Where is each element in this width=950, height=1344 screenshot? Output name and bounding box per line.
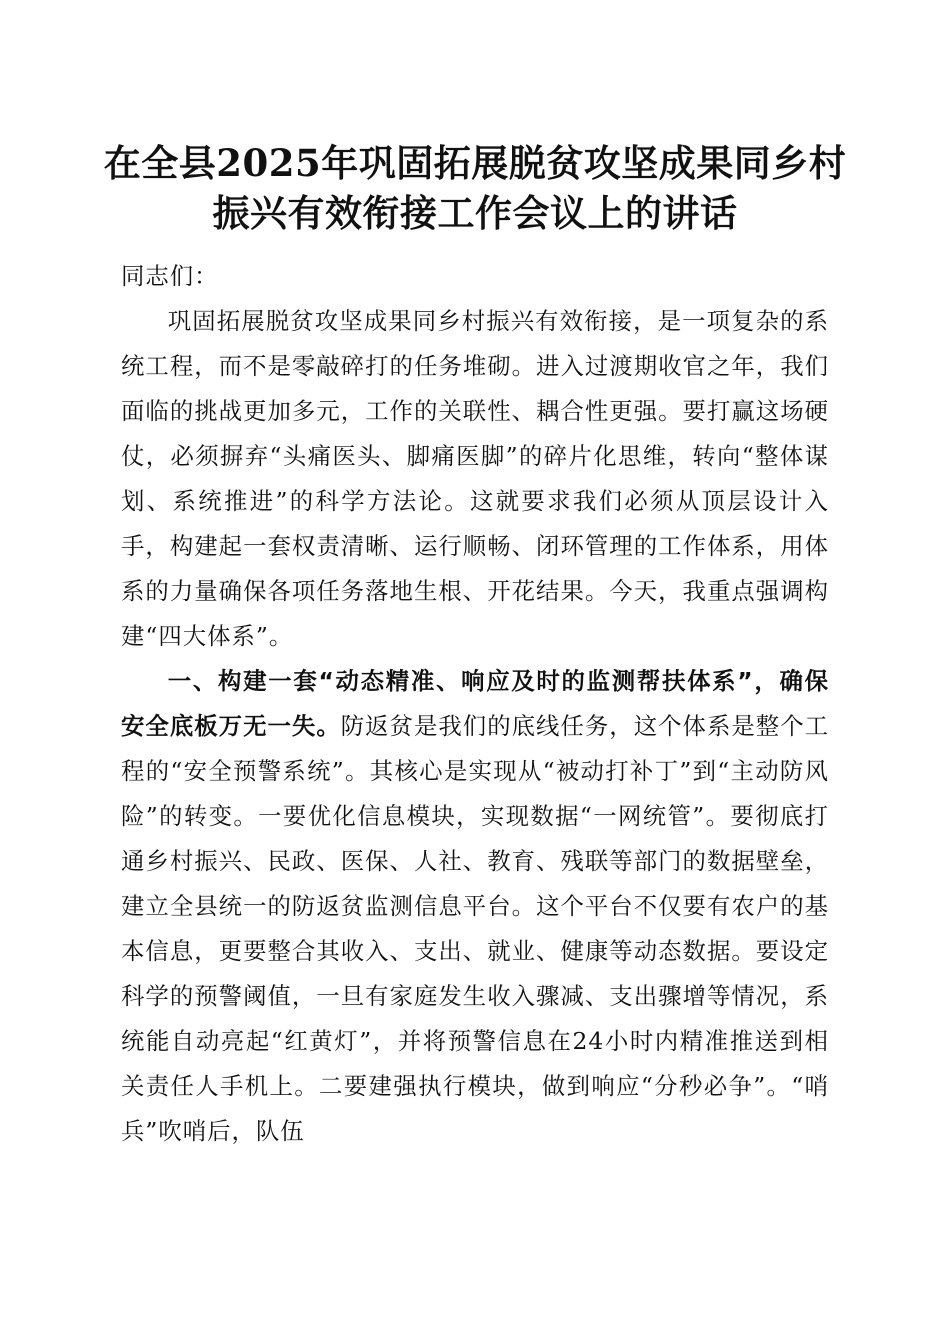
document-body [121,254,829,1154]
section-1-body: 防返贫是我们的底线任务，这个体系是整个工程的“安全预警系统”。其核心是实现从“被动打补丁”到“主动防风险”的转变。一要优化信息模块，实现数据“一网统管”。要彻底打通乡村振兴、民政、医保、人社、教育、残联等部门的数据壁垒，建立全县统一的防返贫监测信息平台。这个平台不仅要有农户的基本信息，更要整合其收入、支出、就业、健康等动态数据。要设定科学的预警阈值，一旦有家庭发生收入骤减、支出骤增等情况，系统能自动亮起“红黄灯”，并将预警信息在24小时内精准推送到相关责任人手机上。二要建强执行模块，做到响应“分秒必争”。“哨兵”吹哨后，队伍 [121,712,830,1145]
section-1-heading: 一、构建一套“动态精准、响应及时的监测帮扶体系”，确保安全底板万无一失。 [121,667,829,740]
greeting: 同志们： [121,262,219,290]
section-1-paragraph [121,659,829,1154]
intro-paragraph: 巩固拓展脱贫攻坚成果同乡村振兴有效衔接，是一项复杂的系统工程，而不是零敲碎打的任务堆砌。进入过渡期收官之年，我们面临的挑战更加多元，工作的关联性、耦合性更强。要打赢这场硬仗，必须摒弃“头痛医头、脚痛医脚”的碎片化思维，转向“整体谋划、系统推进”的科学方法论。这就要求我们必须从顶层设计入手，构建起一套权责清晰、运行顺畅、闭环管理的工作体系，用体系的力量确保各项任务落地生根、开花结果。今天，我重点强调构建“四大体系”。 [121,307,829,650]
title-line-1: 在全县2025年巩固拓展脱贫攻坚成果同乡村 [103,141,847,185]
title-line-2: 振兴有效衔接工作会议上的讲话 [212,191,738,235]
document-title [100,138,850,238]
